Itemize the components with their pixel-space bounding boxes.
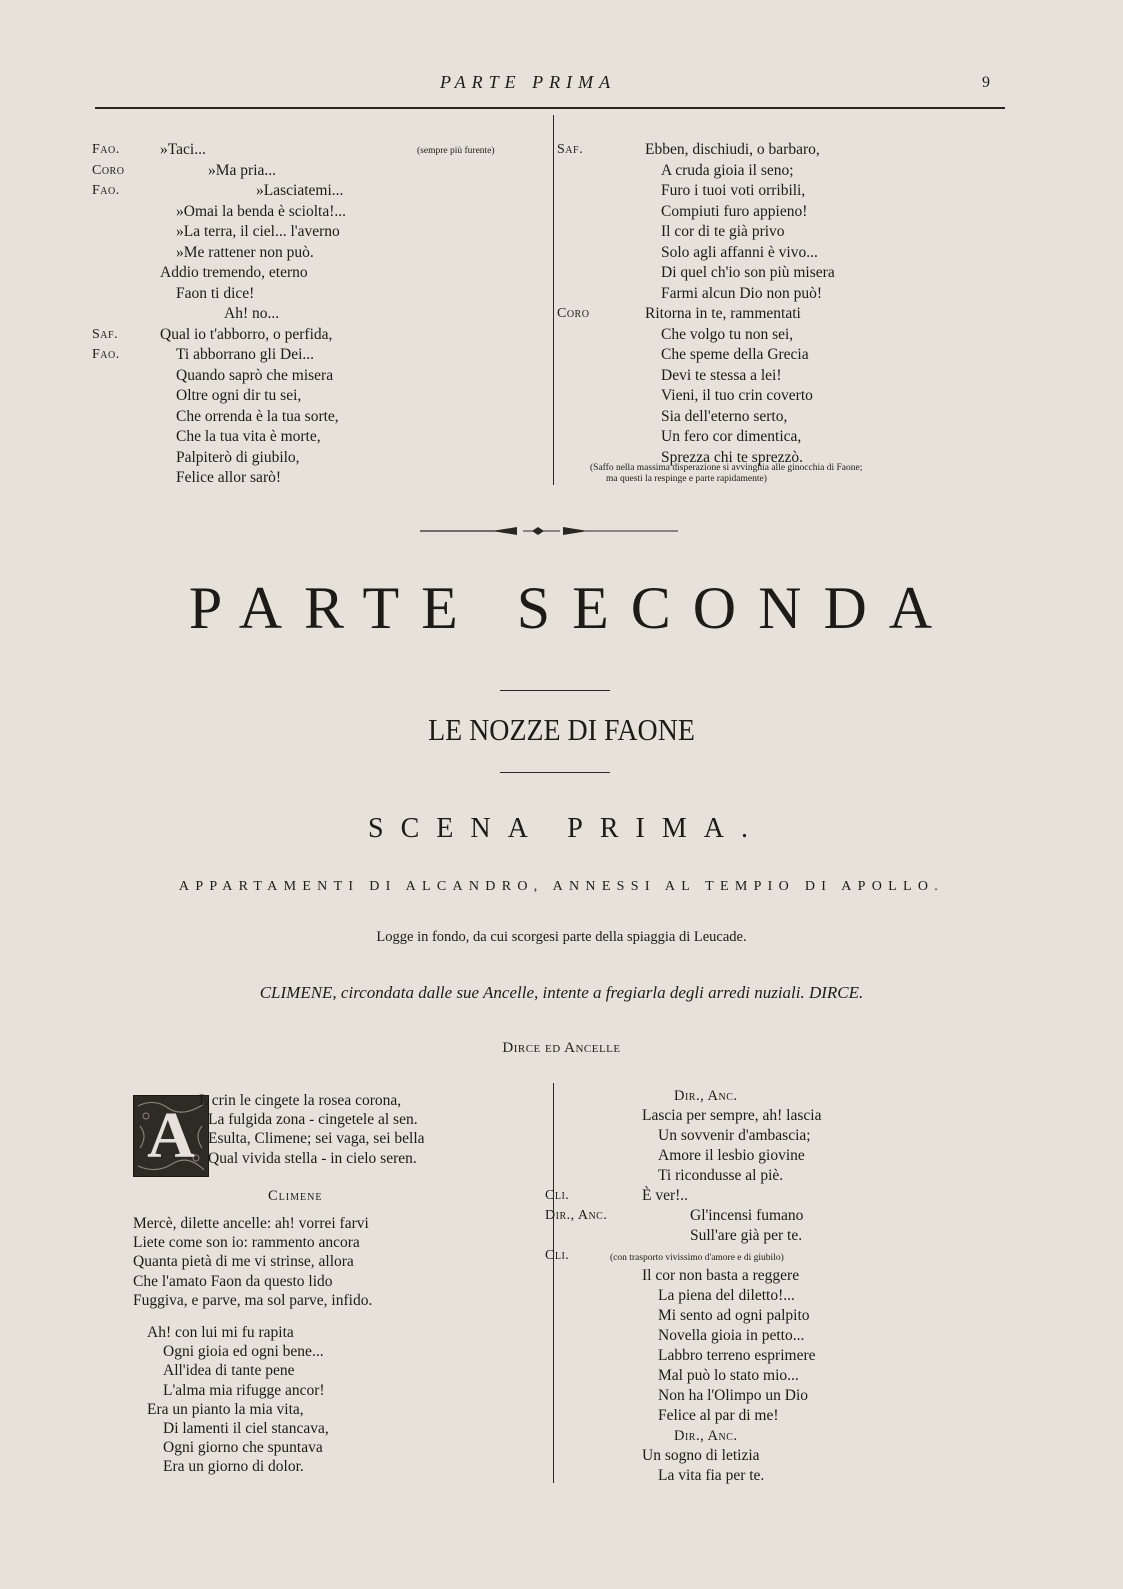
verse-line: Palpiterò di giubilo, bbox=[176, 448, 300, 466]
bottom-left-column bbox=[133, 1090, 543, 1510]
speaker-label: Saf. bbox=[92, 326, 119, 342]
speaker-label: Cli. bbox=[545, 1248, 570, 1263]
verse-line: Felice allor sarò! bbox=[176, 469, 282, 486]
verse-line: Amore il lesbio giovine bbox=[658, 1147, 805, 1164]
title-rule-bottom bbox=[500, 772, 610, 773]
verse-line: Devi te stessa a lei! bbox=[661, 366, 782, 384]
verse-line: Compiuti furo appieno! bbox=[661, 202, 808, 220]
verse-line: Il cor non basta a reggere bbox=[642, 1267, 800, 1284]
verse-line: Labbro terreno esprimere bbox=[658, 1347, 816, 1364]
verse-line: La vita fia per te. bbox=[658, 1467, 765, 1484]
stage-direction bbox=[590, 463, 862, 485]
speaker-label: Coro bbox=[557, 306, 590, 321]
verse-line: Ritorna in te, rammentati bbox=[645, 305, 801, 322]
verse-line: Che volgo tu non sei, bbox=[661, 325, 794, 343]
verse-line: Farmi alcun Dio non può! bbox=[661, 284, 823, 302]
verse-line: È ver!.. bbox=[642, 1187, 689, 1204]
stage-direction-line-2: ma questi la respinge e parte rapidamente) bbox=[606, 474, 767, 484]
verse-line: Solo agli affanni è vivo... bbox=[661, 243, 818, 261]
verse-line: Liete come son io: rammento ancora bbox=[133, 1234, 360, 1252]
verse-line: Che speme della Grecia bbox=[661, 346, 809, 363]
speaker-label: Dir., Anc. bbox=[674, 1428, 738, 1444]
verse-line: »Me rattener non può. bbox=[176, 243, 314, 261]
verse-line: Faon ti dice! bbox=[176, 284, 255, 302]
verse-line: Ah! con lui mi fu rapita bbox=[147, 1324, 294, 1341]
verse-line: Un sovvenir d'ambascia; bbox=[658, 1127, 811, 1144]
header-rule bbox=[95, 107, 1005, 109]
verse-line: Esulta, Climene; sei vaga, sei bella bbox=[208, 1130, 425, 1148]
verse-line: »Ma pria... bbox=[208, 161, 277, 179]
top-column-divider bbox=[553, 115, 554, 485]
running-header bbox=[0, 70, 1123, 100]
verse-line: All'idea di tante pene bbox=[163, 1362, 295, 1380]
stage-note: (sempre più furente) bbox=[417, 146, 495, 156]
top-right-column bbox=[557, 140, 1015, 495]
verse-line: Che l'amato Faon da questo lido bbox=[133, 1272, 333, 1290]
page-number: 9 bbox=[982, 74, 990, 91]
part-title: PARTE SECONDA bbox=[188, 575, 955, 641]
verse-line: Un sogno di letizia bbox=[642, 1447, 760, 1464]
verse-line: Gl'incensi fumano bbox=[690, 1207, 804, 1224]
verse-line: Fuggiva, e parve, ma sol parve, infido. bbox=[133, 1291, 373, 1309]
verse-line: Non ha l'Olimpo un Dio bbox=[658, 1387, 809, 1404]
verse-line: Ebben, dischiudi, o barbaro, bbox=[645, 141, 820, 158]
chorus-heading: Dirce ed Ancelle bbox=[502, 1040, 621, 1056]
drop-cap-letter: A bbox=[147, 1099, 195, 1172]
verse-line: Quando saprò che misera bbox=[176, 366, 334, 384]
verse-line: Di quel ch'io son più misera bbox=[661, 264, 835, 281]
verse-line: »Omai la benda è sciolta!... bbox=[176, 202, 347, 220]
stage-direction-line-1: (Saffo nella massima disperazione si avvinghia alle ginocchia di Faone; bbox=[590, 463, 863, 473]
verse-line: Quanta pietà di me vi strinse, allora bbox=[133, 1253, 354, 1271]
verse-line: »Taci... bbox=[160, 141, 206, 158]
bottom-column-divider bbox=[553, 1083, 554, 1483]
verse-line: Sprezza chi te sprezzò. bbox=[661, 448, 804, 466]
drop-cap bbox=[133, 1095, 209, 1177]
speaker-label: Coro bbox=[92, 162, 125, 178]
verse-line: Ti abborrano gli Dei... bbox=[176, 346, 315, 363]
bottom-right-column bbox=[545, 1086, 1020, 1506]
verse-line: Felice al par di me! bbox=[658, 1407, 779, 1424]
verse-line: A cruda gioia il seno; bbox=[661, 161, 794, 179]
verse-line: Che orrenda è la tua sorte, bbox=[176, 407, 339, 425]
speaker-label: Cli. bbox=[545, 1188, 570, 1203]
header-title: PARTE PRIMA bbox=[440, 72, 617, 92]
verse-line: Sull'are già per te. bbox=[690, 1227, 803, 1244]
verse-line: Che la tua vita è morte, bbox=[176, 428, 321, 445]
speaker-label: Dir., Anc. bbox=[674, 1088, 738, 1104]
verse-line: Ogni gioia ed ogni bene... bbox=[163, 1343, 324, 1361]
verse-line: L crin le cingete la rosea corona, bbox=[199, 1092, 402, 1109]
ornament-divider bbox=[420, 525, 680, 537]
verse-line: »La terra, il ciel... l'averno bbox=[176, 223, 340, 240]
stage-note: (con trasporto vivissimo d'amore e di giubilo) bbox=[610, 1253, 784, 1263]
speaker-label: Dir., Anc. bbox=[545, 1208, 608, 1223]
characters-line: CLIMENE, circondata dalle sue Ancelle, intente a fregiarla degli arredi nuziali. DIRCE. bbox=[259, 983, 864, 1002]
verse-line: Ogni giorno che spuntava bbox=[163, 1439, 323, 1457]
title-rule-top bbox=[500, 690, 610, 691]
verse-line: Addio tremendo, eterno bbox=[160, 264, 308, 281]
verse-line: Era un giorno di dolor. bbox=[163, 1458, 304, 1476]
speaker-label: Fao. bbox=[92, 183, 120, 198]
verse-line: Vieni, il tuo crin coverto bbox=[661, 387, 813, 404]
verse-line: Sia dell'eterno serto, bbox=[661, 407, 788, 425]
verse-line: La piena del diletto!... bbox=[658, 1287, 795, 1304]
verse-line: Ah! no... bbox=[224, 305, 280, 322]
verse-line: Mal può lo stato mio... bbox=[658, 1367, 799, 1384]
verse-line: Mercè, dilette ancelle: ah! vorrei farvi bbox=[133, 1215, 369, 1232]
top-left-column bbox=[92, 140, 547, 490]
verse-line: Lascia per sempre, ah! lascia bbox=[642, 1107, 822, 1124]
speaker-label: Fao. bbox=[92, 347, 120, 362]
verse-line: Novella gioia in petto... bbox=[658, 1327, 805, 1344]
verse-line: Ti ricondusse al piè. bbox=[658, 1167, 784, 1184]
verse-line: Il cor di te già privo bbox=[661, 223, 785, 240]
act-title: LE NOZZE DI FAONE bbox=[428, 712, 695, 747]
verse-line: Qual vivida stella - in cielo seren. bbox=[208, 1149, 417, 1167]
scene-title: SCENA PRIMA. bbox=[368, 813, 765, 844]
climene-speaker: Climene bbox=[268, 1188, 323, 1204]
setting: APPARTAMENTI DI ALCANDRO, ANNESSI AL TEMPIO DI APOLLO. bbox=[178, 879, 945, 894]
verse-line: Furo i tuoi voti orribili, bbox=[661, 182, 806, 199]
verse-line: L'alma mia rifugge ancor! bbox=[163, 1381, 325, 1399]
speaker-label: Saf. bbox=[557, 142, 584, 157]
verse-line: La fulgida zona - cingetele al sen. bbox=[208, 1111, 418, 1129]
setting-detail: Logge in fondo, da cui scorgesi parte della spiaggia di Leucade. bbox=[376, 929, 747, 945]
verse-line: Era un pianto la mia vita, bbox=[147, 1400, 304, 1418]
verse-line: Di lamenti il ciel stancava, bbox=[163, 1420, 329, 1437]
verse-line: Oltre ogni dir tu sei, bbox=[176, 387, 302, 404]
verse-line: Un fero cor dimentica, bbox=[661, 428, 802, 445]
verse-line: Qual io t'abborro, o perfida, bbox=[160, 325, 333, 343]
verse-line: »Lasciatemi... bbox=[256, 182, 344, 199]
verse-line: Mi sento ad ogni palpito bbox=[658, 1307, 810, 1324]
speaker-label: Fao. bbox=[92, 142, 120, 157]
